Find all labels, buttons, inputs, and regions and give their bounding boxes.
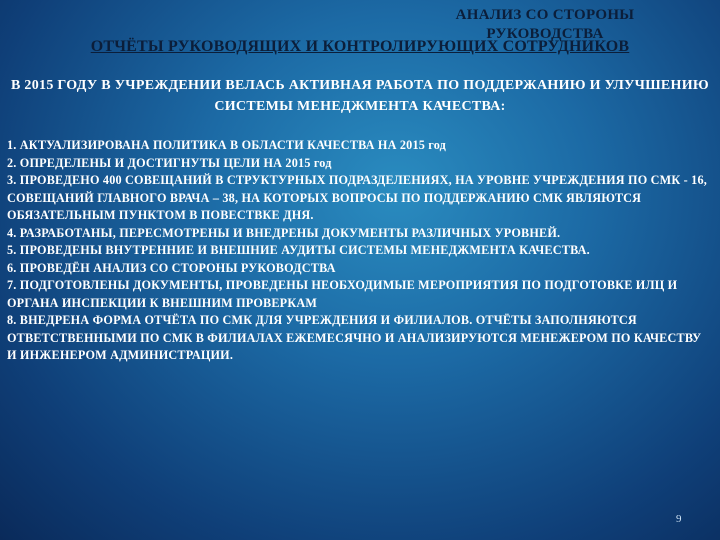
- slide-title-top: АНАЛИЗ СО СТОРОНЫ РУКОВОДСТВА: [455, 7, 635, 42]
- list-item: 1. АКТУАЛИЗИРОВАНА ПОЛИТИКА В ОБЛАСТИ КАЧЕСТВА НА 2015 год: [7, 138, 447, 152]
- page-number: 9: [676, 513, 682, 525]
- lead-paragraph: В 2015 ГОДУ В УЧРЕЖДЕНИИ ВЕЛАСЬ АКТИВНАЯ РАБОТА ПО ПОДДЕРЖАНИЮ И УЛУЧШЕНИЮ СИСТЕМЫ МЕНЕДЖМЕНТА КАЧЕСТВА:: [10, 78, 709, 114]
- list-item: 3. ПРОВЕДЕНО 400 СОВЕЩАНИЙ В СТРУКТУРНЫХ ПОДРАЗДЕЛЕНИЯХ, НА УРОВНЕ УЧРЕЖДЕНИЯ ПО СМК - 16, СОВЕЩАНИЙ ГЛАВНОГО ВРАЧА – 38, НА КОТОРЫХ ВОПРОСЫ ПО ПОДДЕРЖАНИЮ СМК ЯВЛЯЮТСЯ ОБЯЗАТЕЛЬНЫМ ПУНКТОМ В ПОВЕСТВКЕ ДНЯ.: [7, 173, 707, 222]
- list-item: 6. ПРОВЕДЁН АНАЛИЗ СО СТОРОНЫ РУКОВОДСТВА: [7, 260, 336, 275]
- slide-title-main: ОТЧЁТЫ РУКОВОДЯЩИХ И КОНТРОЛИРУЮЩИХ СОТРУДНИКОВ: [90, 38, 630, 55]
- items-list: [7, 137, 707, 365]
- list-item: 7. ПОДГОТОВЛЕНЫ ДОКУМЕНТЫ, ПРОВЕДЕНЫ НЕОБХОДИМЫЕ МЕРОПРИЯТИЯ ПО ПОДГОТОВКЕ ИЛЦ И ОРГАНА ИНСПЕКЦИИ К ВНЕШНИМ ПРОВЕРКАМ: [7, 278, 678, 310]
- list-item: 2. ОПРЕДЕЛЕНЫ И ДОСТИГНУТЫ ЦЕЛИ НА 2015 год: [7, 155, 332, 170]
- list-item: 5. ПРОВЕДЕНЫ ВНУТРЕННИЕ И ВНЕШНИЕ АУДИТЫ СИСТЕМЫ МЕНЕДЖМЕНТА КАЧЕСТВА.: [7, 243, 590, 257]
- list-item: 4. РАЗРАБОТАНЫ, ПЕРЕСМОТРЕНЫ И ВНЕДРЕНЫ ДОКУМЕНТЫ РАЗЛИЧНЫХ УРОВНЕЙ.: [7, 225, 561, 240]
- list-item: 8. ВНЕДРЕНА ФОРМА ОТЧЁТА ПО СМК ДЛЯ УЧРЕЖДЕНИЯ И ФИЛИАЛОВ. ОТЧЁТЫ ЗАПОЛНЯЮТСЯ ОТВЕТСТВЕННЫМИ ПО СМК В ФИЛИАЛАХ ЕЖЕМЕСЯЧНО И АНАЛИЗИРУЮТСЯ МЕНЕЖЕРОМ ПО КАЧЕСТВУ И ИНЖЕНЕРОМ АДМИНИСТРАЦИИ.: [7, 313, 702, 362]
